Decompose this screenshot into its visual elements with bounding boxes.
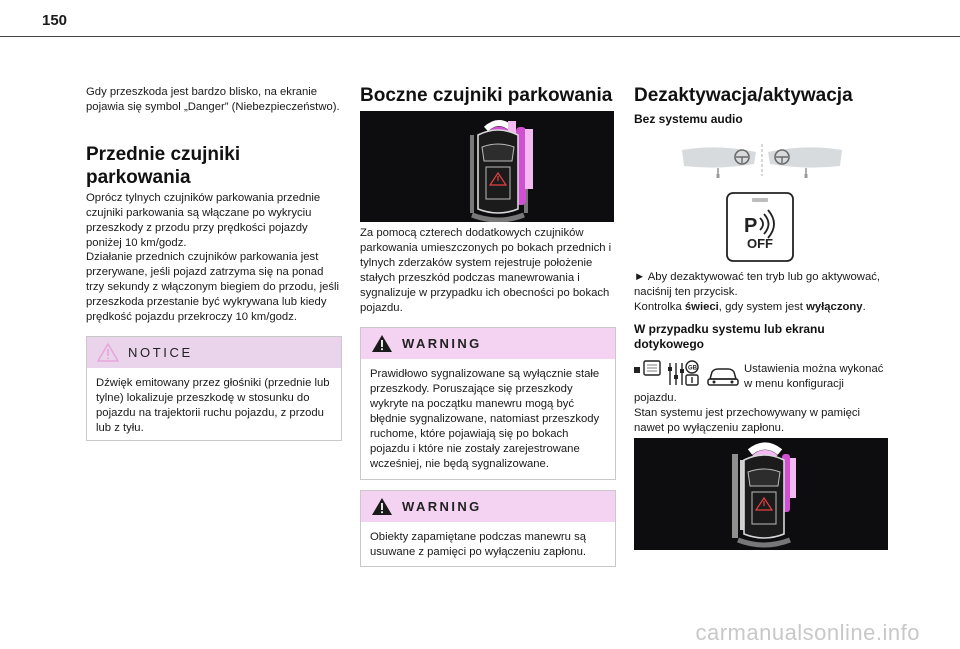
svg-text:P: P <box>744 215 758 237</box>
side-sensors-illustration <box>360 111 614 222</box>
settings-text-2b: Stan systemu jest przechowywany w pamięci nawet po wyłączeniu zapłonu. <box>634 407 861 434</box>
lamp-text-a: Kontrolka <box>634 301 685 313</box>
notice-box <box>86 336 342 441</box>
top-rule <box>0 36 960 37</box>
touchscreen-sensors-illustration <box>634 438 888 550</box>
notice-label: NOTICE <box>128 345 193 360</box>
parking-sensor-off-icon <box>726 192 794 262</box>
warning-2-text: Obiekty zapamiętane podczas manewru są usuwane z pamięci po wyłączeniu zapłonu. <box>370 531 587 558</box>
lamp-text-e: . <box>862 301 866 313</box>
settings-text-2a: pojazdu. <box>634 392 677 404</box>
notice-text: Dźwięk emitowany przez głośniki (przednie lub tylne) lokalizuje przeszkodę w stosunku do pojazdu na trajektorii ruchu pojazdu, z przodu lub z tyłu. <box>96 377 330 434</box>
car-sensors-diagram-2 <box>634 438 888 550</box>
lamp-text-c: , gdy system jest <box>718 301 807 313</box>
button-off-label: OFF <box>747 236 773 251</box>
gb-icon-label: GB <box>688 365 697 372</box>
screen-icon <box>634 361 660 375</box>
lamp-text-lit: świeci <box>684 301 719 313</box>
settings-sliders-icon <box>668 361 698 385</box>
intro-paragraph: Gdy przeszkoda jest bardzo blisko, na ekranie pojawia się symbol „Danger” (Niebezpieczeństwo). <box>86 86 340 113</box>
subheading-touchscreen: W przypadku systemu lub ekranu dotykowego <box>634 322 825 351</box>
warning-box-2 <box>360 490 616 567</box>
warning-triangle-icon <box>97 343 119 362</box>
subheading-no-audio: Bez systemu audio <box>634 112 743 126</box>
warning-1-label: WARNING <box>402 336 482 351</box>
warning-triangle-icon <box>371 334 393 353</box>
notice-header <box>87 337 341 368</box>
car-icon <box>708 369 738 385</box>
button-instruction-line-1: ► Aby dezaktywować ten tryb lub go aktywować, naciśnij ten przycisk. <box>634 271 881 298</box>
watermark: carmanualsonline.info <box>695 620 920 645</box>
front-sensors-paragraph-1: Oprócz tylnych czujników parkowania przednie czujniki parkowania są włączane po wykryciu przeszkody z przodu przy prędkości pojazdy poniżej 10 km/godz. <box>86 192 321 249</box>
page-number: 150 <box>42 12 68 29</box>
parking-sensor-off-button <box>726 192 794 262</box>
button-instructions <box>634 270 890 315</box>
warning-triangle-icon <box>371 497 393 516</box>
touchscreen-menu-icons <box>634 359 742 389</box>
mirror-icon <box>678 140 846 180</box>
heading-deactivation: Dezaktywacja/aktywacja <box>634 85 853 106</box>
warning-2-label: WARNING <box>402 499 482 514</box>
settings-text-2 <box>634 391 890 436</box>
warning-1-text: Prawidłowo sygnalizowane są wyłącznie stałe przeszkody. Poruszające się przeszkody wykryte na początku manewru mogą być błędnie sygnalizowane, natomiast przeszkody ruchome, które pojawiają się po bokach pojazdu i które nie zostały zarejestrowane wcześniej, nie będą sygnalizowane. <box>370 368 600 470</box>
lamp-text-off: wyłączony <box>806 301 863 313</box>
warning-2-header <box>361 491 615 522</box>
heading-front-sensors: Przednie czujniki parkowania <box>86 144 241 188</box>
settings-text-1: Ustawienia można wykonać w menu konfiguracji <box>744 363 884 390</box>
side-sensors-paragraph: Za pomocą czterech dodatkowych czujników parkowania umieszczonych po bokach przednich i tylnych zderzaków system rejestruje położenie stałych przeszkód podczas manewrowania i sygnalizuje w przypadku ich obecności po bokach pojazdu. <box>360 227 612 314</box>
heading-side-sensors: Boczne czujniki parkowania <box>360 85 613 106</box>
car-sensors-diagram <box>360 111 614 222</box>
front-sensors-paragraph-2: Działanie przednich czujników parkowania jest przerywane, jeśli pojazd zatrzyma się na ponad trzy sekundy z włączonym biegiem do przodu, jeśli przeszkoda przestanie być wykrywana lub kiedy prędkość pojazdu przekroczy 10 km/godz. <box>86 251 340 323</box>
warning-box-1 <box>360 327 616 480</box>
warning-1-header <box>361 328 615 359</box>
